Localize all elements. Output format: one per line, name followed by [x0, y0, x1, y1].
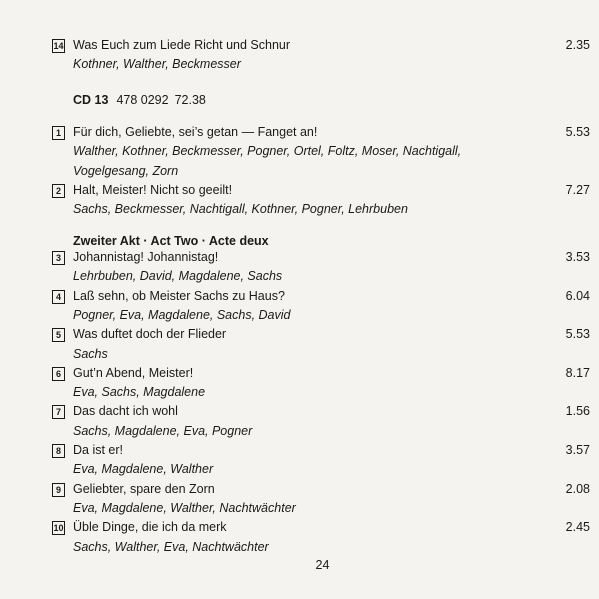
page-number: 24	[315, 558, 330, 572]
track-artists: Sachs	[73, 346, 108, 361]
track-artists: Eva, Magdalene, Walther, Nachtwächter	[73, 500, 296, 515]
track-number: 1	[52, 126, 65, 140]
track-number: 8	[52, 444, 65, 458]
track-number: 4	[52, 290, 65, 304]
track-duration: 8.17	[565, 365, 590, 380]
track-title: Gut’n Abend, Meister!	[73, 365, 194, 380]
track-artists: Eva, Magdalene, Walther	[73, 462, 214, 477]
track-duration: 1.56	[565, 404, 590, 419]
track-artists: Lehrbuben, David, Magdalene, Sachs	[73, 269, 283, 284]
track-duration: 3.53	[565, 250, 590, 264]
cd-time: 72.38	[174, 93, 206, 107]
track-artists: Sachs, Beckmesser, Nachtigall, Kothner, Pogner, Lehrbuben	[73, 202, 408, 217]
cd-header	[73, 91, 206, 110]
track-artists: Sachs, Magdalene, Eva, Pogner	[73, 423, 253, 438]
track-duration: 5.53	[565, 327, 590, 342]
cd-catalog: 478 0292	[116, 93, 169, 107]
track-duration: 2.45	[565, 520, 590, 535]
track-artists: Eva, Sachs, Magdalene	[73, 385, 206, 400]
track-duration: 2.08	[565, 481, 590, 496]
track-artists: Pogner, Eva, Magdalene, Sachs, David	[73, 307, 291, 322]
track-title: Da ist er!	[73, 443, 124, 457]
track-duration: 3.57	[565, 443, 590, 457]
cd-label: CD 13	[73, 93, 109, 107]
track-number: 10	[53, 523, 64, 534]
act-heading: Zweiter Akt · Act Two · Acte deux	[73, 234, 269, 248]
track-number: 3	[52, 251, 65, 265]
track-title: Johannistag! Johannistag!	[73, 250, 219, 264]
track-duration: 2.35	[565, 38, 590, 52]
track-number: 9	[52, 483, 65, 497]
track-title: Halt, Meister! Nicht so geeilt!	[73, 182, 233, 197]
track-artists: Vogelgesang, Zorn	[73, 163, 179, 178]
track-title: Üble Dinge, die ich da merk	[73, 520, 227, 535]
track-title: Geliebter, spare den Zorn	[73, 481, 215, 496]
track-title: Das dacht ich wohl	[73, 404, 178, 419]
track-artists: Walther, Kothner, Beckmesser, Pogner, Ortel, Foltz, Moser, Nachtigall,	[73, 144, 462, 159]
track-duration: 7.27	[565, 182, 590, 197]
track-duration: 5.53	[565, 125, 590, 139]
track-number: 14	[53, 41, 64, 51]
track-artists: Sachs, Walther, Eva, Nachtwächter	[73, 539, 269, 554]
track-title: Laß sehn, ob Meister Sachs zu Haus?	[73, 288, 285, 303]
track-number: 2	[52, 184, 65, 198]
track-artists: Kothner, Walther, Beckmesser	[73, 57, 241, 72]
track-number: 7	[52, 405, 65, 419]
track-duration: 6.04	[565, 288, 590, 303]
track-title: Für dich, Geliebte, sei’s getan — Fanget an!	[73, 125, 318, 139]
track-title: Was Euch zum Liede Richt und Schnur	[73, 38, 291, 52]
track-number: 5	[52, 328, 65, 342]
track-number: 6	[52, 367, 65, 381]
track-title: Was duftet doch der Flieder	[73, 327, 227, 342]
